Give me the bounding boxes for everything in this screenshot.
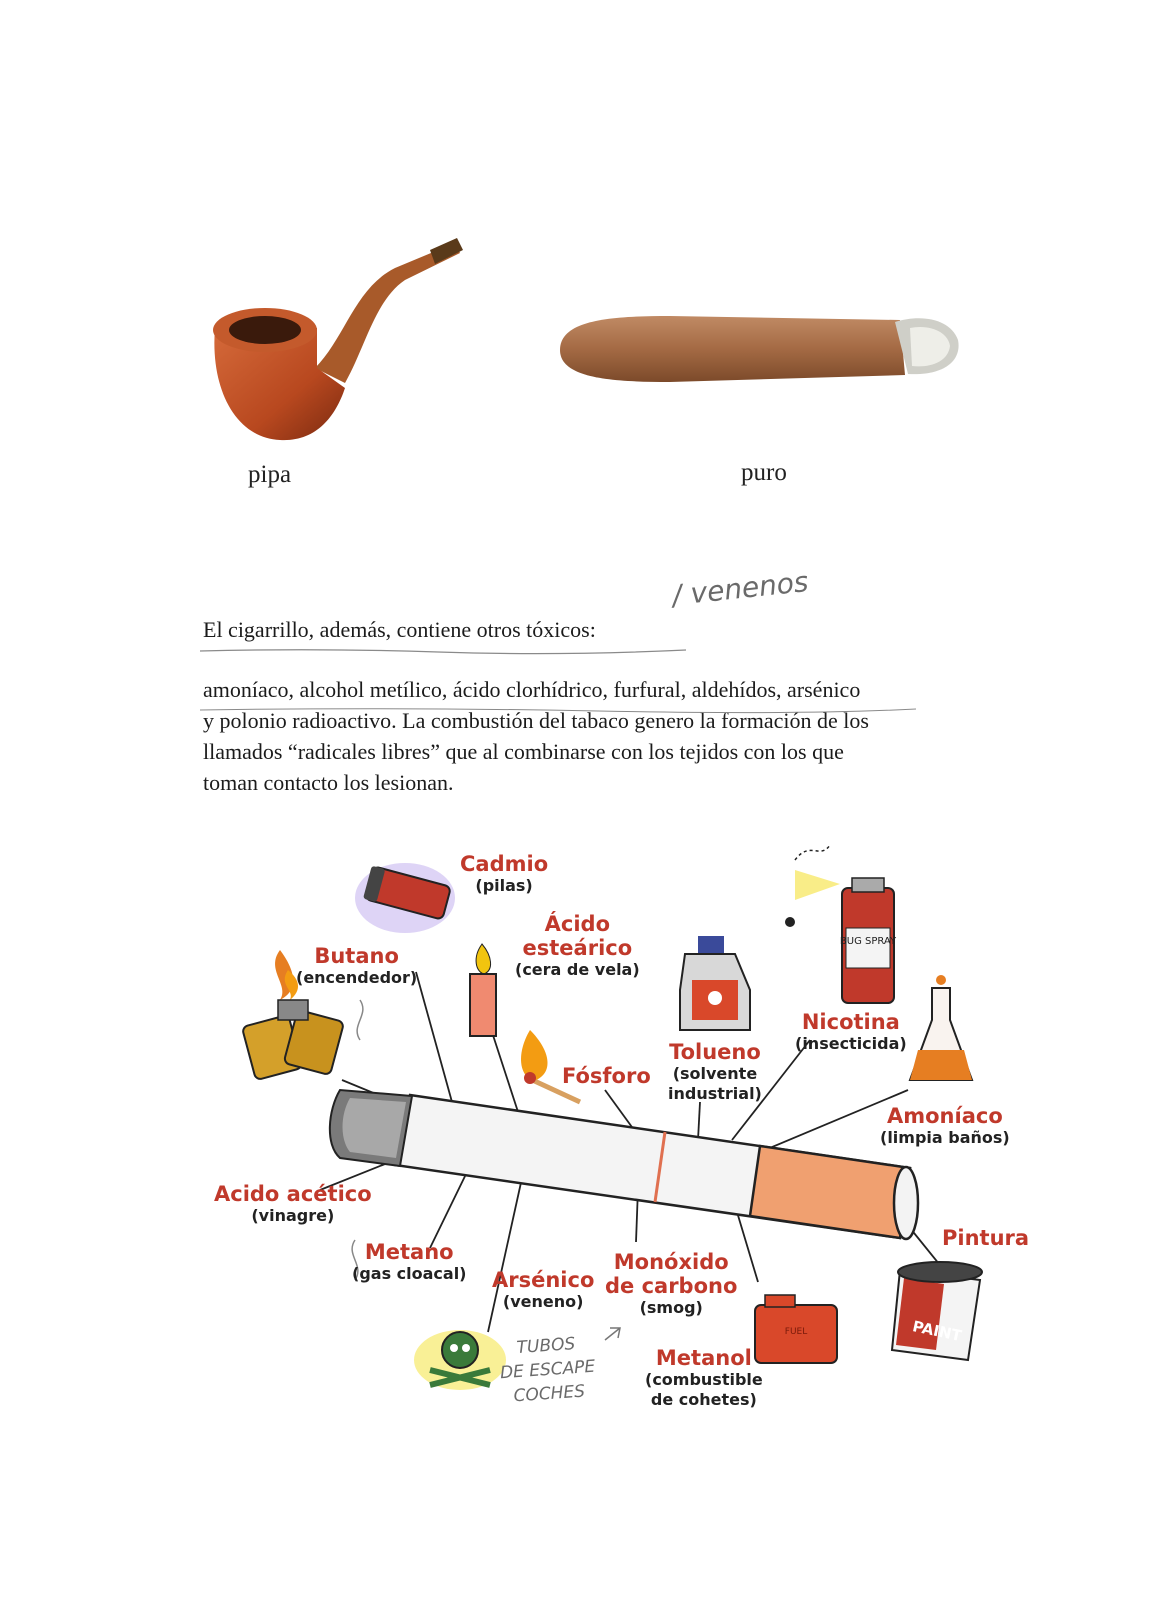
poison-bottle-icon	[680, 936, 750, 1030]
cigar-caption: puro	[741, 459, 787, 486]
label-monoxido	[605, 1250, 737, 1318]
label-sub: (solvente	[672, 1064, 758, 1083]
label-name: Ácido	[544, 912, 610, 936]
cigarette-icon	[330, 1090, 918, 1239]
paragraph-line: y polonio radioactivo. La combustión del tabaco genero la formación de los	[203, 708, 869, 733]
label-name: Metano	[364, 1240, 454, 1264]
label-nicotina	[795, 1010, 907, 1054]
label-name: Fósforo	[562, 1064, 651, 1088]
label-metanol	[645, 1346, 763, 1410]
handwritten-note: / venenos	[670, 564, 810, 613]
intro-line: El cigarrillo, además, contiene otros tóxicos:	[203, 617, 596, 642]
battery-icon	[355, 863, 455, 933]
label-name: Butano	[314, 944, 399, 968]
spray-can-icon	[785, 845, 897, 1003]
skull-icon	[414, 1330, 506, 1390]
label-sub: (insecticida)	[795, 1034, 907, 1053]
pipe-caption: pipa	[248, 461, 292, 488]
label-sub: (pilas)	[475, 876, 533, 895]
label-amoniaco	[880, 1104, 1010, 1148]
handwritten-annotation	[498, 1331, 598, 1409]
pipe-image	[205, 228, 475, 458]
spray-can-label: BUG SPRAY	[839, 936, 897, 947]
label-name: Monóxido	[613, 1250, 729, 1274]
flask-icon	[910, 975, 972, 1080]
annotation-line: DE ESCAPE	[499, 1356, 596, 1384]
label-sub: (veneno)	[502, 1292, 584, 1311]
annotation-line: COCHES	[512, 1381, 586, 1407]
paint-bucket-icon	[892, 1262, 982, 1360]
label-tolueno	[668, 1040, 762, 1104]
label-pintura	[942, 1226, 1029, 1250]
label-sub: (gas cloacal)	[352, 1264, 467, 1283]
label-fosforo	[562, 1064, 651, 1088]
label-sub: (cera de vela)	[515, 960, 640, 979]
label-sub: (smog)	[639, 1298, 703, 1317]
label-acido-estearico	[515, 912, 640, 980]
intro-underline	[198, 647, 688, 655]
paragraph-line: llamados “radicales libres” que al combinarse con los tejidos con los que	[203, 739, 844, 764]
paint-bucket-label: PAINT	[910, 1317, 964, 1346]
label-name: Pintura	[942, 1226, 1030, 1250]
label-sub: de cohetes)	[650, 1390, 757, 1409]
annotation-line: TUBOS	[515, 1334, 576, 1359]
label-name: Metanol	[655, 1346, 752, 1370]
paragraph	[203, 674, 1023, 798]
paragraph-line: amoníaco, alcohol metílico, ácido clorhídrico, furfural, aldehídos, arsénico	[203, 677, 861, 702]
label-sub: (encendedor)	[296, 968, 418, 987]
label-metano	[352, 1240, 467, 1284]
label-name: Arsénico	[492, 1268, 595, 1292]
fuel-can-icon	[755, 1295, 837, 1363]
cigar-image	[550, 310, 970, 390]
fuel-can-label: FUEL	[784, 1327, 808, 1337]
label-acido-acetico	[214, 1182, 372, 1226]
label-name: esteárico	[522, 936, 633, 960]
label-arsenico	[492, 1268, 594, 1312]
label-butano	[296, 944, 417, 988]
label-name: Nicotina	[801, 1010, 900, 1034]
label-name: Amoníaco	[886, 1104, 1003, 1128]
label-sub: (combustible	[645, 1370, 763, 1389]
label-name: Cadmio	[460, 852, 549, 876]
paragraph-underline	[198, 706, 918, 714]
label-sub: industrial)	[668, 1084, 762, 1103]
label-name: Acido acético	[214, 1182, 372, 1206]
label-sub: (limpia baños)	[880, 1128, 1010, 1147]
candle-icon	[470, 944, 496, 1036]
label-name: de carbono	[605, 1274, 738, 1298]
paragraph-line: toman contacto los lesionan.	[203, 770, 454, 795]
label-name: Tolueno	[669, 1040, 761, 1064]
label-cadmio	[460, 852, 548, 896]
label-sub: (vinagre)	[251, 1206, 335, 1225]
